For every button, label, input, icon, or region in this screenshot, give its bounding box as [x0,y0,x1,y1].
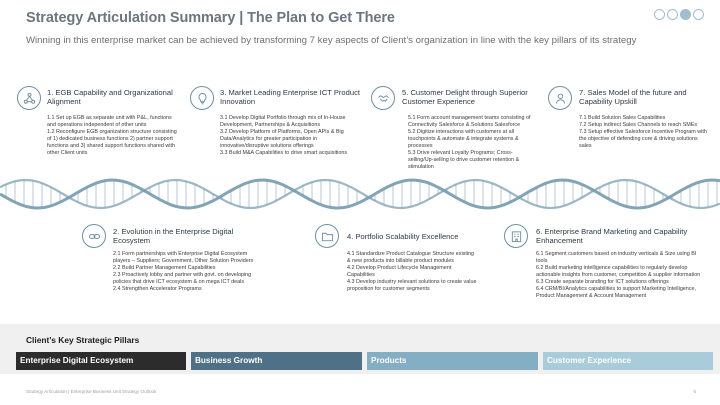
item-2-title: 2. Evolution in the Enterprise Digital Ecosystem [113,227,234,246]
user-icon [548,86,572,110]
pager-dots[interactable] [654,9,704,20]
item-2-body-text: 2.1 Form partnerships with Enterprise Digital Ecosystem players – Suppliers; Government, Other Solution Providers 2.2 Build Partner Management Capabilities 2.3 Proactively lobby and partner with govt. on developing policies that drive ICT ecosystem & on mega ICT deals 2.4 Strengthen Accelerator Programs [113,251,254,292]
item-7-title: 7. Sales Model of the future and Capability Upskill [579,88,687,107]
item-3-body-text: 3.1 Develop Digital Portfolio through mix of In-House Development, Partnerships & Acquisitions 3.2 Develop Platform of Platforms, Open APIs & Big Data/Analytics for greater participation in innovative/disruptive solutions offerings 3.3 Build M&A Capabilities to drive smart acquisitions [220,115,348,156]
page-number: 6 [693,389,696,394]
item-6-title: 6. Enterprise Brand Marketing and Capability Enhancement [536,227,688,246]
item-6-body-text: 6.1 Segment customers based on industry verticals & Size using BI tools 6.2 Build marketing intelligence capabilities to regularly develop actionable insights from customer, competition & supplier information 6.3 Create separate branding for ICT solutions offerings 6.4 CRM/BI/Analytics capabilities to support Marketing Intelligence, Product Management & Account Management [536,251,701,299]
item-5-body-text: 5.1 Form account management teams consisting of Connectivity Salesforce & Solutions Salesforce 5.2 Digitize interactions with customers at all touchpoints & automate & integrate systems & processes 5.3 Drive relevant Loyalty Programs; Cross-selling/Up-selling to drive customer retention & stimulation [408,115,531,170]
item-1-body-text: 1.1 Set up EGB as separate unit with P&L, functions and operations independent of other units 1.2 Reconfigure EGB organization structure consisting of 1) dedicated business functions 2) partner support functions and 3) shared support functions shared with other Client units [47,115,177,156]
item-1-body [47,115,179,157]
item-5-title: 5. Customer Delight through Superior Customer Experience [402,88,528,107]
pager-dot[interactable] [693,9,704,20]
pager-dot-active[interactable] [680,9,691,20]
item-4-body-text: 4.1 Standardize Product Catalogue Structure existing & new products into billable product modules 4.2 Develop Product Lifecycle Management Capabilities 4.3 Develop industry relevant solutions to create value proposition for customer segments [347,251,477,292]
pillars-heading: Client’s Key Strategic Pillars [26,335,140,345]
pillar-enterprise-digital-ecosystem[interactable]: Enterprise Digital Ecosystem [16,352,186,370]
item-1-title: 1. EGB Capability and Organizational Alignment [47,88,173,107]
pillar-customer-experience[interactable]: Customer Experience [543,352,713,370]
item-2-body [113,251,258,293]
item-7-body [579,115,709,150]
page-subtitle: Winning in this enterprise market can be achieved by transforming 7 key aspects of Client’s organization in line with the key pillars of its strategy [26,35,637,46]
lightbulb-icon [190,86,214,110]
item-4-title: 4. Portfolio Scalability Excellence [347,232,459,241]
item-3-body [220,115,360,157]
footer-text: Strategy Articulation | Enterprise Business Unit Strategy Outlook [26,389,157,394]
pager-dot[interactable] [667,9,678,20]
pillar-business-growth[interactable]: Business Growth [191,352,362,370]
pager-dot[interactable] [654,9,665,20]
item-7-body-text: 7.1 Build Solution Sales Capabilities 7.2 Setup indirect Sales Channels to reach SMEs 7.3 Setup effective Salesforce Incentive Program with the objective of defending core & driving solutions sales [579,115,707,149]
link-icon [82,224,106,248]
handshake-icon [371,86,395,110]
folder-icon [315,224,339,248]
pillar-products[interactable]: Products [367,352,538,370]
item-4-body [347,251,477,293]
building-icon [504,224,528,248]
helix-strand [0,180,720,208]
item-3-title: 3. Market Leading Enterprise ICT Product Innovation [220,88,360,107]
item-5-body [408,115,538,171]
page-title: Strategy Articulation Summary | The Plan to Get There [26,10,395,26]
network-icon [17,86,41,110]
item-6-body [536,251,706,300]
